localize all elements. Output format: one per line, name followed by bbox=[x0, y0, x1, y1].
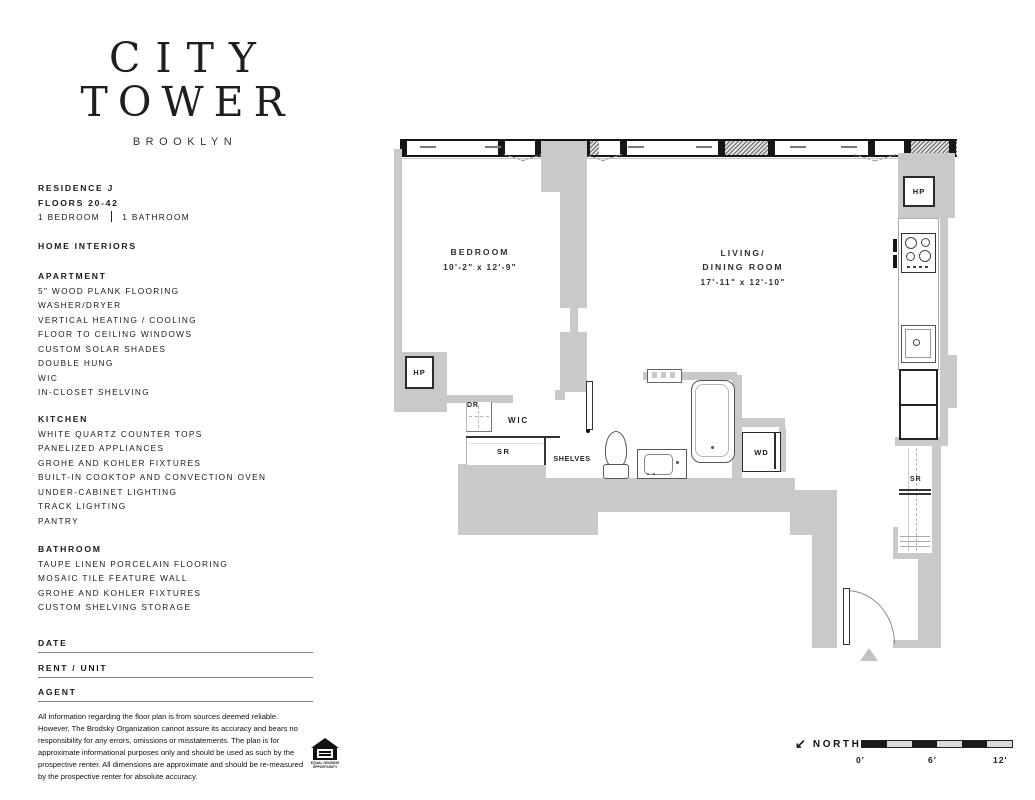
bed-bath-line bbox=[38, 210, 190, 225]
window-mullion bbox=[768, 139, 775, 157]
brand-logo bbox=[35, 36, 330, 148]
wall-segment bbox=[560, 332, 587, 392]
oven-handle-bar bbox=[893, 239, 897, 252]
wall-segment bbox=[940, 218, 948, 446]
north-label: NORTH bbox=[812, 738, 862, 750]
rent-unit-field-line[interactable] bbox=[38, 677, 313, 678]
wall-segment bbox=[918, 559, 941, 641]
pantry-closet bbox=[898, 446, 932, 553]
dresser-label: DR bbox=[467, 402, 479, 409]
faucet-handle bbox=[647, 473, 649, 475]
pantry-shelf-line bbox=[899, 489, 931, 491]
wall-segment bbox=[560, 192, 587, 308]
bedroom-name: BEDROOM bbox=[450, 247, 510, 257]
sink-basin bbox=[644, 454, 673, 475]
shelves-closet: SHELVES bbox=[546, 438, 598, 478]
section-title: BATHROOM bbox=[38, 544, 102, 554]
closet-rod-dash bbox=[469, 416, 489, 417]
burner bbox=[919, 250, 931, 262]
window-vent-mark bbox=[420, 146, 436, 148]
burner bbox=[906, 252, 915, 261]
section-kitchen bbox=[38, 412, 266, 528]
floors-label: FLOORS 20-42 bbox=[38, 197, 119, 208]
bath-shelf-niche bbox=[647, 369, 682, 383]
feature-item: WIC bbox=[38, 372, 59, 383]
scale-tick-12: 12' bbox=[993, 755, 1008, 765]
refrigerator-lower bbox=[899, 404, 938, 440]
equal-housing-text1: EQUAL HOUSING bbox=[310, 761, 340, 765]
section-title: APARTMENT bbox=[38, 271, 107, 281]
agent-field-line[interactable] bbox=[38, 701, 313, 702]
scale-tick-6: 6' bbox=[928, 755, 937, 765]
niche-tile bbox=[670, 372, 675, 378]
scale-segment bbox=[912, 741, 937, 747]
window-vent-mark bbox=[628, 146, 644, 148]
sink-vanity bbox=[637, 449, 687, 479]
feature-item: TRACK LIGHTING bbox=[38, 501, 127, 512]
section-bathroom bbox=[38, 542, 228, 615]
feature-item: WHITE QUARTZ COUNTER TOPS bbox=[38, 428, 203, 439]
feature-item: UNDER-CABINET LIGHTING bbox=[38, 486, 178, 497]
niche-tile bbox=[652, 372, 657, 378]
sink-faucet bbox=[676, 461, 679, 464]
cooktop bbox=[901, 233, 936, 273]
pantry-shelf-line bbox=[900, 541, 930, 542]
wic-label: WIC bbox=[508, 416, 529, 425]
bedroom-dimensions: 10'-2" x 12'-9" bbox=[443, 262, 517, 272]
burner bbox=[921, 238, 930, 247]
shelving-row-label: SR bbox=[497, 447, 511, 456]
divider-bar bbox=[111, 211, 112, 222]
refrigerator-upper bbox=[899, 369, 938, 406]
feature-item: PANTRY bbox=[38, 515, 79, 526]
home-interiors-heading: HOME INTERIORS bbox=[38, 241, 137, 251]
window-vent-mark bbox=[790, 146, 806, 148]
wall-segment bbox=[735, 418, 785, 427]
north-arrow-icon: ↙ bbox=[795, 736, 806, 751]
feature-item: DOUBLE HUNG bbox=[38, 358, 114, 369]
wall-segment bbox=[946, 355, 957, 408]
scale-segment bbox=[862, 741, 887, 747]
washer-dryer: WD bbox=[742, 432, 781, 472]
cooktop-knob bbox=[919, 266, 922, 268]
window-swing-indicator bbox=[503, 153, 543, 169]
equals-bar-top bbox=[319, 751, 331, 753]
wall-segment bbox=[790, 490, 837, 535]
agent-field-label: AGENT bbox=[38, 687, 77, 697]
scale-bar bbox=[861, 740, 1013, 748]
cooktop-knob bbox=[913, 266, 916, 268]
living-name-line2: DINING ROOM bbox=[702, 262, 784, 272]
brand-name-line2: TOWER bbox=[80, 78, 295, 126]
heat-pump-unit: HP bbox=[903, 176, 935, 207]
wall-segment bbox=[932, 446, 941, 553]
brand-name-line1: CITY bbox=[109, 34, 271, 82]
door-hinge-dot bbox=[586, 429, 590, 433]
feature-item: GROHE AND KOHLER FIXTURES bbox=[38, 587, 202, 598]
feature-item: PANELIZED APPLIANCES bbox=[38, 443, 165, 454]
feature-item: MOSAIC TILE FEATURE WALL bbox=[38, 573, 188, 584]
compass bbox=[795, 736, 861, 752]
equal-housing-text2: OPPORTUNITY bbox=[312, 765, 338, 769]
rent-unit-field-label: RENT / UNIT bbox=[38, 663, 108, 673]
living-label-block bbox=[663, 248, 823, 287]
scale-segment bbox=[962, 741, 987, 747]
date-field-line[interactable] bbox=[38, 652, 313, 653]
hatched-wall-segment bbox=[725, 141, 770, 155]
toilet-bowl bbox=[605, 431, 627, 468]
bathtub-drain bbox=[711, 446, 714, 449]
feature-item: GROHE AND KOHLER FIXTURES bbox=[38, 457, 202, 468]
shelf-line bbox=[469, 443, 543, 444]
wall-segment bbox=[541, 141, 587, 192]
wall-segment bbox=[893, 640, 941, 648]
disclaimer-text: All information regarding the floor plan is from sources deemed reliable. However, The Brodsky Organization cannot assure its accuracy and bears no responsibility for any errors, omissions or misstatements. The plan is for approximate informational purposes only and should be used as such by the prospective renter. All dimensions are approximate and should be re-measured by the prospective renter for absolute accuracy. bbox=[38, 712, 304, 781]
window-vent-mark bbox=[485, 146, 501, 148]
heat-pump-unit: HP bbox=[405, 356, 434, 389]
equals-bar-bottom bbox=[319, 754, 331, 756]
window-swing-indicator bbox=[583, 153, 623, 169]
date-field-label: DATE bbox=[38, 638, 68, 648]
window-mullion bbox=[718, 139, 725, 157]
scale-segment bbox=[937, 741, 962, 747]
cooktop-knob bbox=[925, 266, 928, 268]
burner bbox=[905, 237, 917, 249]
feature-item: CUSTOM SOLAR SHADES bbox=[38, 343, 167, 354]
bathtub bbox=[691, 380, 735, 463]
window-vent-mark bbox=[696, 146, 712, 148]
scale-tick-0: 0' bbox=[856, 755, 865, 765]
living-dimensions: 17'-11" x 12'-10" bbox=[700, 277, 786, 287]
niche-tile bbox=[661, 372, 666, 378]
pantry-label: SR bbox=[910, 476, 922, 483]
wall-segment bbox=[555, 390, 565, 400]
pantry-shelf-line bbox=[900, 546, 930, 547]
living-name-line1: LIVING/ bbox=[720, 248, 766, 258]
pantry-shelf-line bbox=[900, 536, 930, 537]
feature-item: VERTICAL HEATING / COOLING bbox=[38, 314, 197, 325]
oven-handle-bar bbox=[893, 255, 897, 268]
residence-label: RESIDENCE J bbox=[38, 183, 115, 193]
window-vent-mark bbox=[841, 146, 857, 148]
scale-segment bbox=[987, 741, 1012, 747]
unit-info bbox=[38, 181, 190, 225]
wall-segment bbox=[585, 478, 795, 512]
bedroom-count: 1 BEDROOM bbox=[38, 212, 100, 223]
dishwasher-knob bbox=[913, 339, 920, 346]
section-apartment bbox=[38, 269, 197, 400]
section-title: KITCHEN bbox=[38, 414, 89, 424]
entry-marker-triangle bbox=[860, 648, 878, 661]
toilet-tank bbox=[603, 464, 629, 479]
bathroom-door-leaf bbox=[586, 381, 593, 430]
faucet-handle bbox=[653, 473, 655, 475]
bathroom-count: 1 BATHROOM bbox=[122, 212, 191, 223]
entry-door-leaf bbox=[843, 588, 850, 645]
feature-item: FLOOR TO CEILING WINDOWS bbox=[38, 329, 193, 340]
feature-item: BUILT-IN COOKTOP AND CONVECTION OVEN bbox=[38, 472, 267, 483]
scale-segment bbox=[887, 741, 912, 747]
wall-segment bbox=[812, 535, 837, 648]
dishwasher bbox=[901, 325, 936, 363]
feature-item: IN-CLOSET SHELVING bbox=[38, 387, 151, 398]
closet-rod-dash bbox=[478, 406, 479, 428]
brand-subtitle: BROOKLYN bbox=[132, 136, 238, 148]
cooktop-knob bbox=[907, 266, 910, 268]
feature-item: CUSTOM SHELVING STORAGE bbox=[38, 602, 192, 613]
entry-door-arc bbox=[846, 590, 895, 644]
bedroom-label-block bbox=[400, 247, 560, 272]
window-swing-indicator bbox=[853, 153, 897, 169]
feature-item: TAUPE LINEN PORCELAIN FLOORING bbox=[38, 558, 229, 569]
wall-segment bbox=[570, 308, 578, 332]
feature-item: 5" WOOD PLANK FLOORING bbox=[38, 285, 180, 296]
feature-item: WASHER/DRYER bbox=[38, 300, 122, 311]
washer-dryer-door-line bbox=[774, 433, 776, 469]
pantry-shelf-line bbox=[899, 493, 931, 495]
